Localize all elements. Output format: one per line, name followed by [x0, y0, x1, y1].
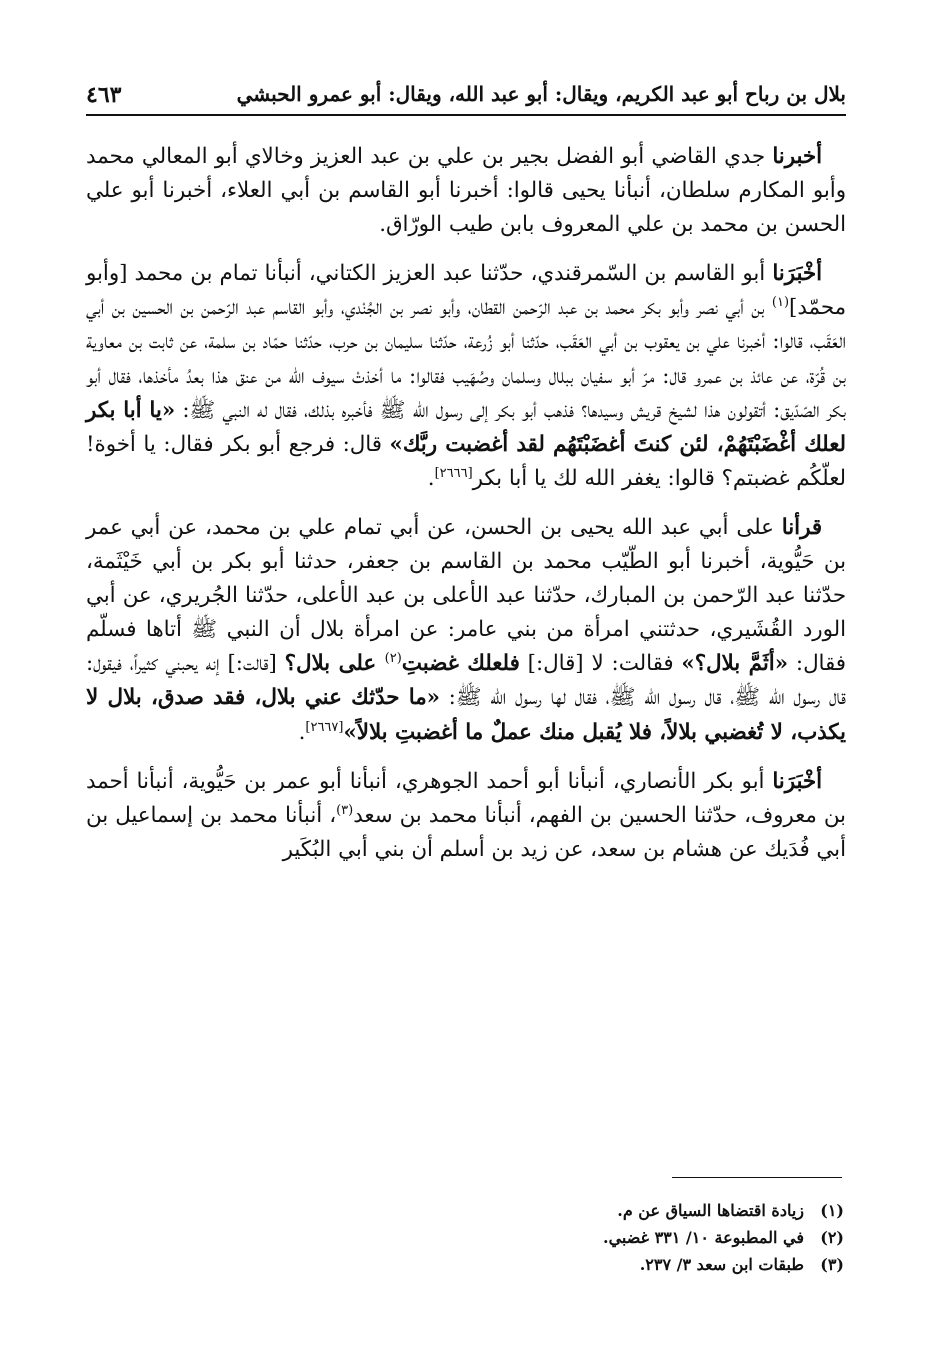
paragraph-lead: أخبرنا — [772, 144, 822, 169]
paragraph-lead: قرأنا — [781, 514, 822, 540]
footnote-item — [603, 1251, 844, 1278]
running-title: بلال بن رباح أبو عبد الكريم، ويقال: أبو عبد الله، ويقال: أبو عمرو الحبشي — [236, 82, 846, 106]
footnote-number: (٢) — [820, 1228, 844, 1247]
paragraph-lead: أخْبَرَنا — [772, 768, 822, 794]
paragraph-text: [قالت:] إنه يحبني كثيراً، فيقول: قال رسول الله ﷺ، قال رسول الله ﷺ، فقال لها رسول الله ﷺ: — [86, 651, 846, 711]
paragraph-1 — [86, 140, 846, 242]
page-number: ٤٦٣ — [86, 82, 122, 108]
page-header — [86, 76, 846, 116]
hadith-quote: على بلال؟ — [284, 651, 385, 677]
paragraph-text: فقالت: لا [قال:] — [519, 651, 682, 677]
paragraph-text: قال: فرجع أبو بكر فقال: يا أخوة! لعلّكُم غضبتم؟ قالوا: يغفر الله لك يا أبا بكر — [86, 431, 846, 491]
paragraph-text: . — [298, 719, 306, 745]
footnote-text: زيادة اقتضاها السياق عن م. — [617, 1201, 804, 1220]
paragraph-text: بن أبي نصر وأبو بكر محمد بن عبد الرّحمن القطان، وأبو نصر بن الجُنْدي، وأبو القاسم عبد الرّحمن بن الحسين بن أبي العَقَب، قالوا: أخبرنا علي بن يعقوب بن أبي العَقَب، حدّثنا أبو زُرعة، حدّثنا سليمان بن حرب، حدّثنا حمّاد بن سلمة، عن ثابت بن معاوية بن قُرّة، عن عائذ بن عمرو قال: مرّ أبو سفيان ببلال وسلمان وصُهَيب فقالوا: ما أخذتْ سيوف الله من عنق هذا بعدُ مأخذها، فقال أبو بكر الصّدّيق: أتقولون هذا لشيخ قريش وسيدها؟ فذهب أبو بكر إلى رسول الله ﷺ فأخبره بذلك، فقال له النبي ﷺ: — [86, 295, 847, 423]
hadith-quote: «أثَمَّ بلال؟» — [681, 651, 789, 677]
paragraph-2 — [86, 257, 846, 496]
hadith-number: [٢٦٦٧] — [305, 719, 344, 735]
footnote-separator — [672, 1177, 842, 1178]
hadith-number: [٢٦٦٦] — [434, 465, 473, 481]
footnote-item — [603, 1197, 844, 1224]
footnote-number: (٣) — [820, 1255, 844, 1274]
paragraph-text: على أبي عبد الله يحيى بن الحسن، عن أبي تمام علي بن محمد، عن أبي عمر بن حَيُّوية، أخبرنا أبو الطّيّب محمد بن القاسم بن جعفر، حدثنا أبو بكر بن أبي خَيْثَمة، حدّثنا عبد الرّحمن بن المبارك، حدّثنا عبد الأعلى بن عبد الأعلى، حدّثنا الجُريري، عن أبي الورد القُشَيري، حدثتني امرأة من بني عامر: عن امرأة بلال أن النبي ﷺ أتاها فسلّم فقال: — [86, 514, 846, 677]
footnote-text: طبقات ابن سعد ٣/ ٢٣٧. — [639, 1255, 804, 1274]
footnote-reference: (١) — [771, 295, 790, 311]
paragraph-text: ، أنبأنا محمد بن إسماعيل بن أبي فُدَيك عن هشام بن سعد، عن زيد بن أسلم أن بني أبي البُكَير — [86, 802, 846, 862]
paragraph-text: أبو بكر الأنصاري، أنبأنا أبو أحمد الجوهري، أنبأنا أبو عمر بن حَيُّوية، أنبأنا أحمد بن معروف، حدّثنا الحسين بن الفهم، أنبأنا محمد بن سعد — [86, 768, 846, 828]
paragraph-3 — [86, 511, 846, 750]
paragraph-text: . — [427, 465, 435, 491]
paragraph-text: جدي القاضي أبو الفضل بجير بن علي بن عبد العزيز وخالاي أبو المعالي محمد وأبو المكارم سلطان، أنبأنا يحيى قالوا: أخبرنا أبو القاسم بن أبي العلاء، أخبرنا أبو علي الحسن بن محمد بن علي المعروف بابن طيب الورّاق. — [86, 144, 846, 238]
footnotes — [603, 1197, 844, 1278]
hadith-quote: «يا أبا بكر لعلك أغْضَبْتَهُمْ، لئن كنتَ أغضَبْتَهُم لقد أغضبت ربَّك» — [86, 397, 846, 457]
paragraph-lead: أخْبَرَنا — [772, 261, 822, 287]
paragraph-text: أبو القاسم بن السّمرقندي، حدّثنا عبد العزيز الكتاني، أنبأنا تمام بن محمد [وأبو محمّد] — [86, 261, 846, 321]
hadith-quote: «ما حدّثك عني بلال، فقد صدق، بلال لا يكذب، لا تُغضبي بلالاً، فلا يُقبل منك عملٌ ما أغضبتِ بلالاً» — [86, 685, 846, 745]
hadith-quote: فلعلك غضبتِ — [401, 651, 520, 677]
main-text — [86, 140, 846, 882]
paragraph-4 — [86, 765, 846, 867]
footnote-reference: (٢) — [384, 651, 402, 667]
footnote-text: في المطبوعة ١٠/ ٣٣١ غضبي. — [603, 1228, 804, 1247]
footnote-item — [603, 1224, 844, 1251]
footnote-number: (١) — [820, 1201, 844, 1220]
footnote-reference: (٣) — [336, 802, 354, 818]
